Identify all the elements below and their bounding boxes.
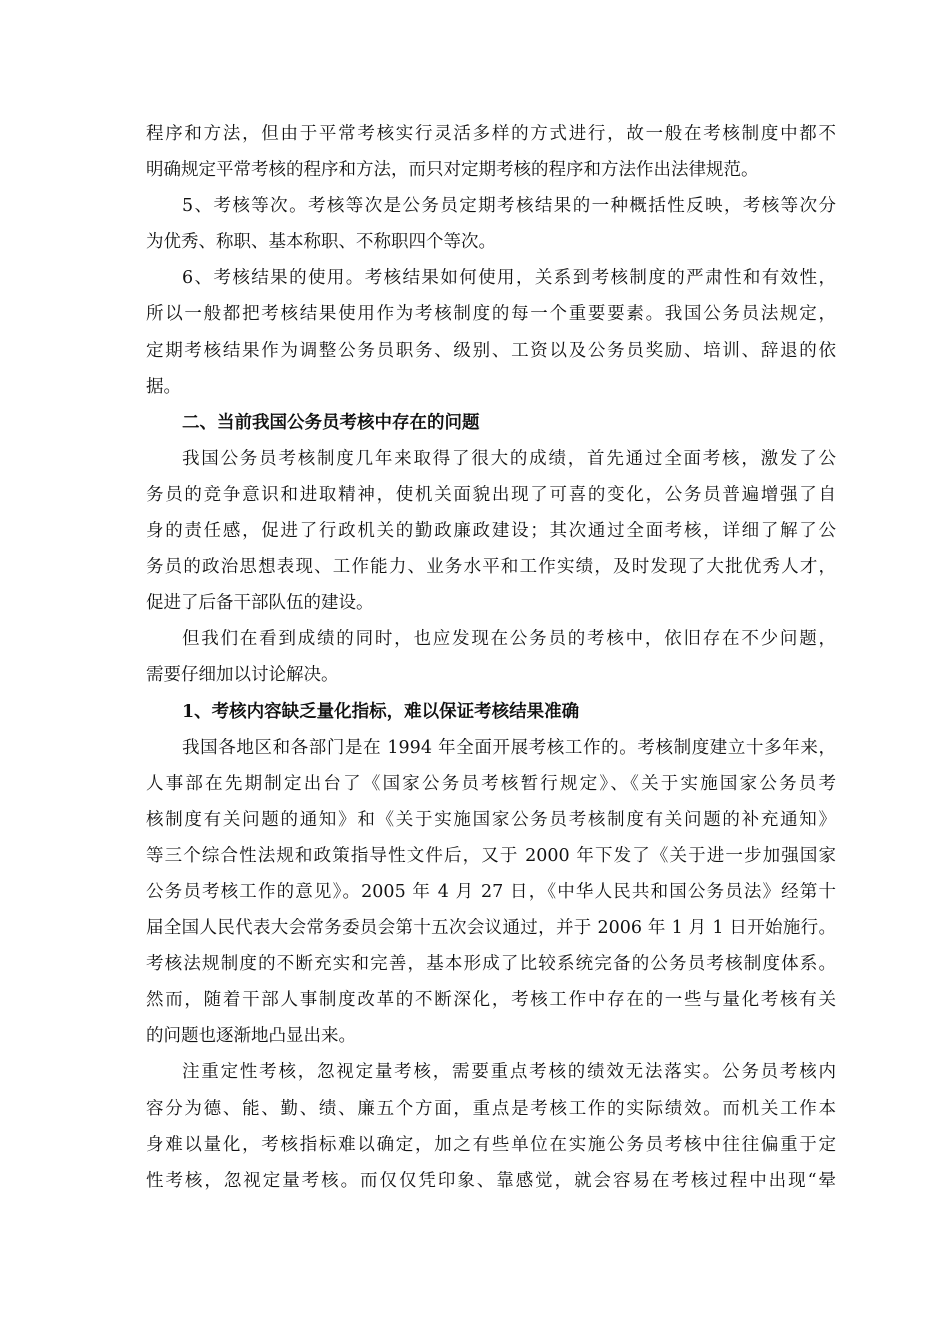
- text-line: 容分为德、能、勤、绩、廉五个方面，重点是考核工作的实际绩效。而机关工作本: [146, 1098, 836, 1119]
- text-line: 明确规定平常考核的程序和方法，而只对定期考核的程序和方法作出法律规范。: [146, 160, 759, 181]
- text-line: 届全国人民代表大会常务委员会第十五次会议通过，并于 2006 年 1 月 1 日开始施行。: [146, 918, 836, 939]
- text-line: 所以一般都把考核结果使用作为考核制度的每一个重要要素。我国公务员法规定，: [146, 304, 836, 325]
- text-line: 注重定性考核，忽视定量考核，需要重点考核的绩效无法落实。公务员考核内: [182, 1062, 836, 1083]
- text-line: 然而，随着干部人事制度改革的不断深化，考核工作中存在的一些与量化考核有关: [146, 990, 836, 1011]
- text-line: 的问题也逐渐地凸显出来。: [146, 1026, 356, 1047]
- text-line: 务员的政治思想表现、工作能力、业务水平和工作实绩，及时发现了大批优秀人才，: [146, 557, 836, 578]
- text-line: 公务员考核工作的意见》。2005 年 4 月 27 日，《中华人民共和国公务员法》经第十: [146, 881, 836, 902]
- text-line: 5、考核等次。考核等次是公务员定期考核结果的一种概括性反映，考核等次分: [182, 196, 836, 217]
- text-line: 身的责任感，促进了行政机关的勤政廉政建设；其次通过全面考核，详细了解了公: [146, 521, 836, 542]
- text-line: 考核法规制度的不断充实和完善，基本形成了比较系统完备的公务员考核制度体系。: [146, 954, 836, 975]
- subsection-heading: 1、考核内容缺乏量化指标，难以保证考核结果准确: [182, 701, 580, 722]
- text-line: 性考核，忽视定量考核。而仅仅凭印象、靠感觉，就会容易在考核过程中出现“晕: [146, 1170, 836, 1191]
- text-line: 但我们在看到成绩的同时，也应发现在公务员的考核中，依旧存在不少问题，: [182, 629, 836, 650]
- text-line: 务员的竞争意识和进取精神，使机关面貌出现了可喜的变化，公务员普遍增强了自: [146, 484, 836, 505]
- text-line: 定期考核结果作为调整公务员职务、级别、工资以及公务员奖励、培训、辞退的依: [146, 340, 836, 361]
- text-line: 据。: [146, 376, 181, 397]
- text-line: 身难以量化，考核指标难以确定，加之有些单位在实施公务员考核中往往偏重于定: [146, 1134, 836, 1155]
- text-line: 为优秀、称职、基本称职、不称职四个等次。: [146, 232, 496, 253]
- text-line: 程序和方法，但由于平常考核实行灵活多样的方式进行，故一般在考核制度中都不: [146, 124, 836, 144]
- text-line: 促进了后备干部队伍的建设。: [146, 593, 374, 614]
- text-line: 等三个综合性法规和政策指导性文件后，又于 2000 年下发了《关于进一步加强国家: [146, 845, 836, 866]
- section-heading: 二、当前我国公务员考核中存在的问题: [182, 412, 480, 433]
- text-line: 我国各地区和各部门是在 1994 年全面开展考核工作的。考核制度建立十多年来，: [182, 737, 836, 758]
- text-line: 我国公务员考核制度几年来取得了很大的成绩，首先通过全面考核，激发了公: [182, 448, 836, 469]
- text-line: 核制度有关问题的通知》和《关于实施国家公务员考核制度有关问题的补充通知》: [146, 809, 836, 830]
- text-line: 6、考核结果的使用。考核结果如何使用，关系到考核制度的严肃性和有效性，: [182, 268, 836, 289]
- body-text: [146, 116, 836, 1199]
- text-line: 人事部在先期制定出台了《国家公务员考核暂行规定》、《关于实施国家公务员考: [146, 773, 836, 794]
- text-line: 需要仔细加以讨论解决。: [146, 665, 339, 686]
